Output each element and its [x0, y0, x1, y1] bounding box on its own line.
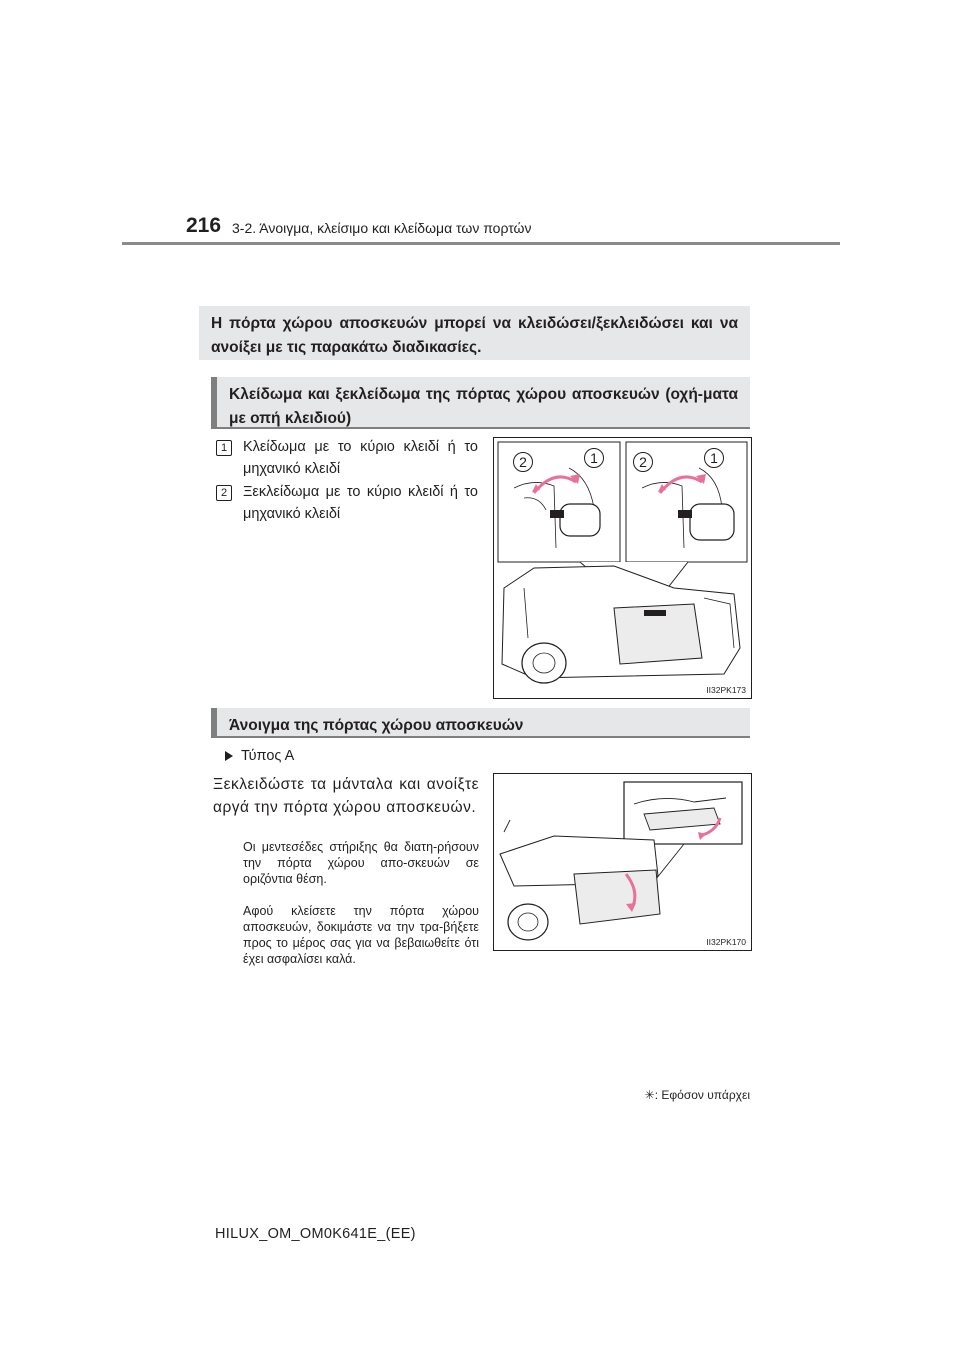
tailgate-open-illustration	[494, 774, 751, 950]
step-1-text: Κλείδωμα με το κύριο κλειδί ή το μηχανικό κλειδί	[243, 439, 478, 477]
step-number-2: 2	[216, 485, 232, 501]
key-lock-illustration	[494, 438, 751, 698]
subsection-open-title: Άνοιγμα της πόρτας χώρου αποσκευών	[211, 708, 750, 738]
footnote	[600, 1088, 750, 1102]
note-1: Οι μεντεσέδες στήριξης θα διατη-ρήσουν την πόρτα χώρου απο-σκευών σε οριζόντια θέση.	[243, 840, 479, 886]
page-number: 216	[186, 214, 222, 237]
callout-2-right: 2	[633, 452, 653, 472]
callout-1-right: 1	[704, 448, 724, 468]
triangle-bullet-icon	[225, 751, 233, 761]
callout-2-left: 2	[513, 452, 533, 472]
figure-tailgate-key-lock	[493, 437, 752, 699]
footnote-text: : Εφόσον υπάρχει	[654, 1088, 750, 1102]
type-label	[225, 748, 294, 764]
type-label-text: Τύπος Α	[241, 748, 295, 764]
figure-tailgate-open	[493, 773, 752, 951]
figure-id-1: II32PK173	[706, 685, 746, 695]
intro-box: Η πόρτα χώρου αποσκευών μπορεί να κλειδώσει/ξεκλειδώσει και να ανοίξει με τις παρακάτω διαδικασίες.	[199, 306, 750, 360]
asterisk-icon: ✳	[644, 1088, 655, 1102]
document-code-footer: HILUX_OM_OM0K641E_(EE)	[215, 1226, 416, 1242]
open-instruction-text: Ξεκλειδώστε τα μάνταλα και ανοίξτε αργά την πόρτα χώρου αποσκευών.	[213, 776, 479, 816]
callout-1-left: 1	[584, 448, 604, 468]
section-title: 3-2. Άνοιγμα, κλείσιμο και κλείδωμα των πορτών	[232, 220, 532, 236]
note-2: Αφού κλείσετε την πόρτα χώρου αποσκευών, δοκιμάστε να την τρα-βήξετε προς το μέρος σας για να βεβαιωθείτε ότι έχει ασφαλίσει καλά.	[243, 904, 479, 966]
subsection-lock-title: Κλείδωμα και ξεκλείδωμα της πόρτας χώρου αποσκευών (οχή-ματα με οπή κλειδιού)	[211, 377, 750, 429]
figure-id-2: II32PK170	[706, 937, 746, 947]
header-rule	[122, 242, 840, 245]
step-2-text: Ξεκλείδωμα με το κύριο κλειδί ή το μηχανικό κλειδί	[243, 484, 478, 522]
step-number-1: 1	[216, 440, 232, 456]
